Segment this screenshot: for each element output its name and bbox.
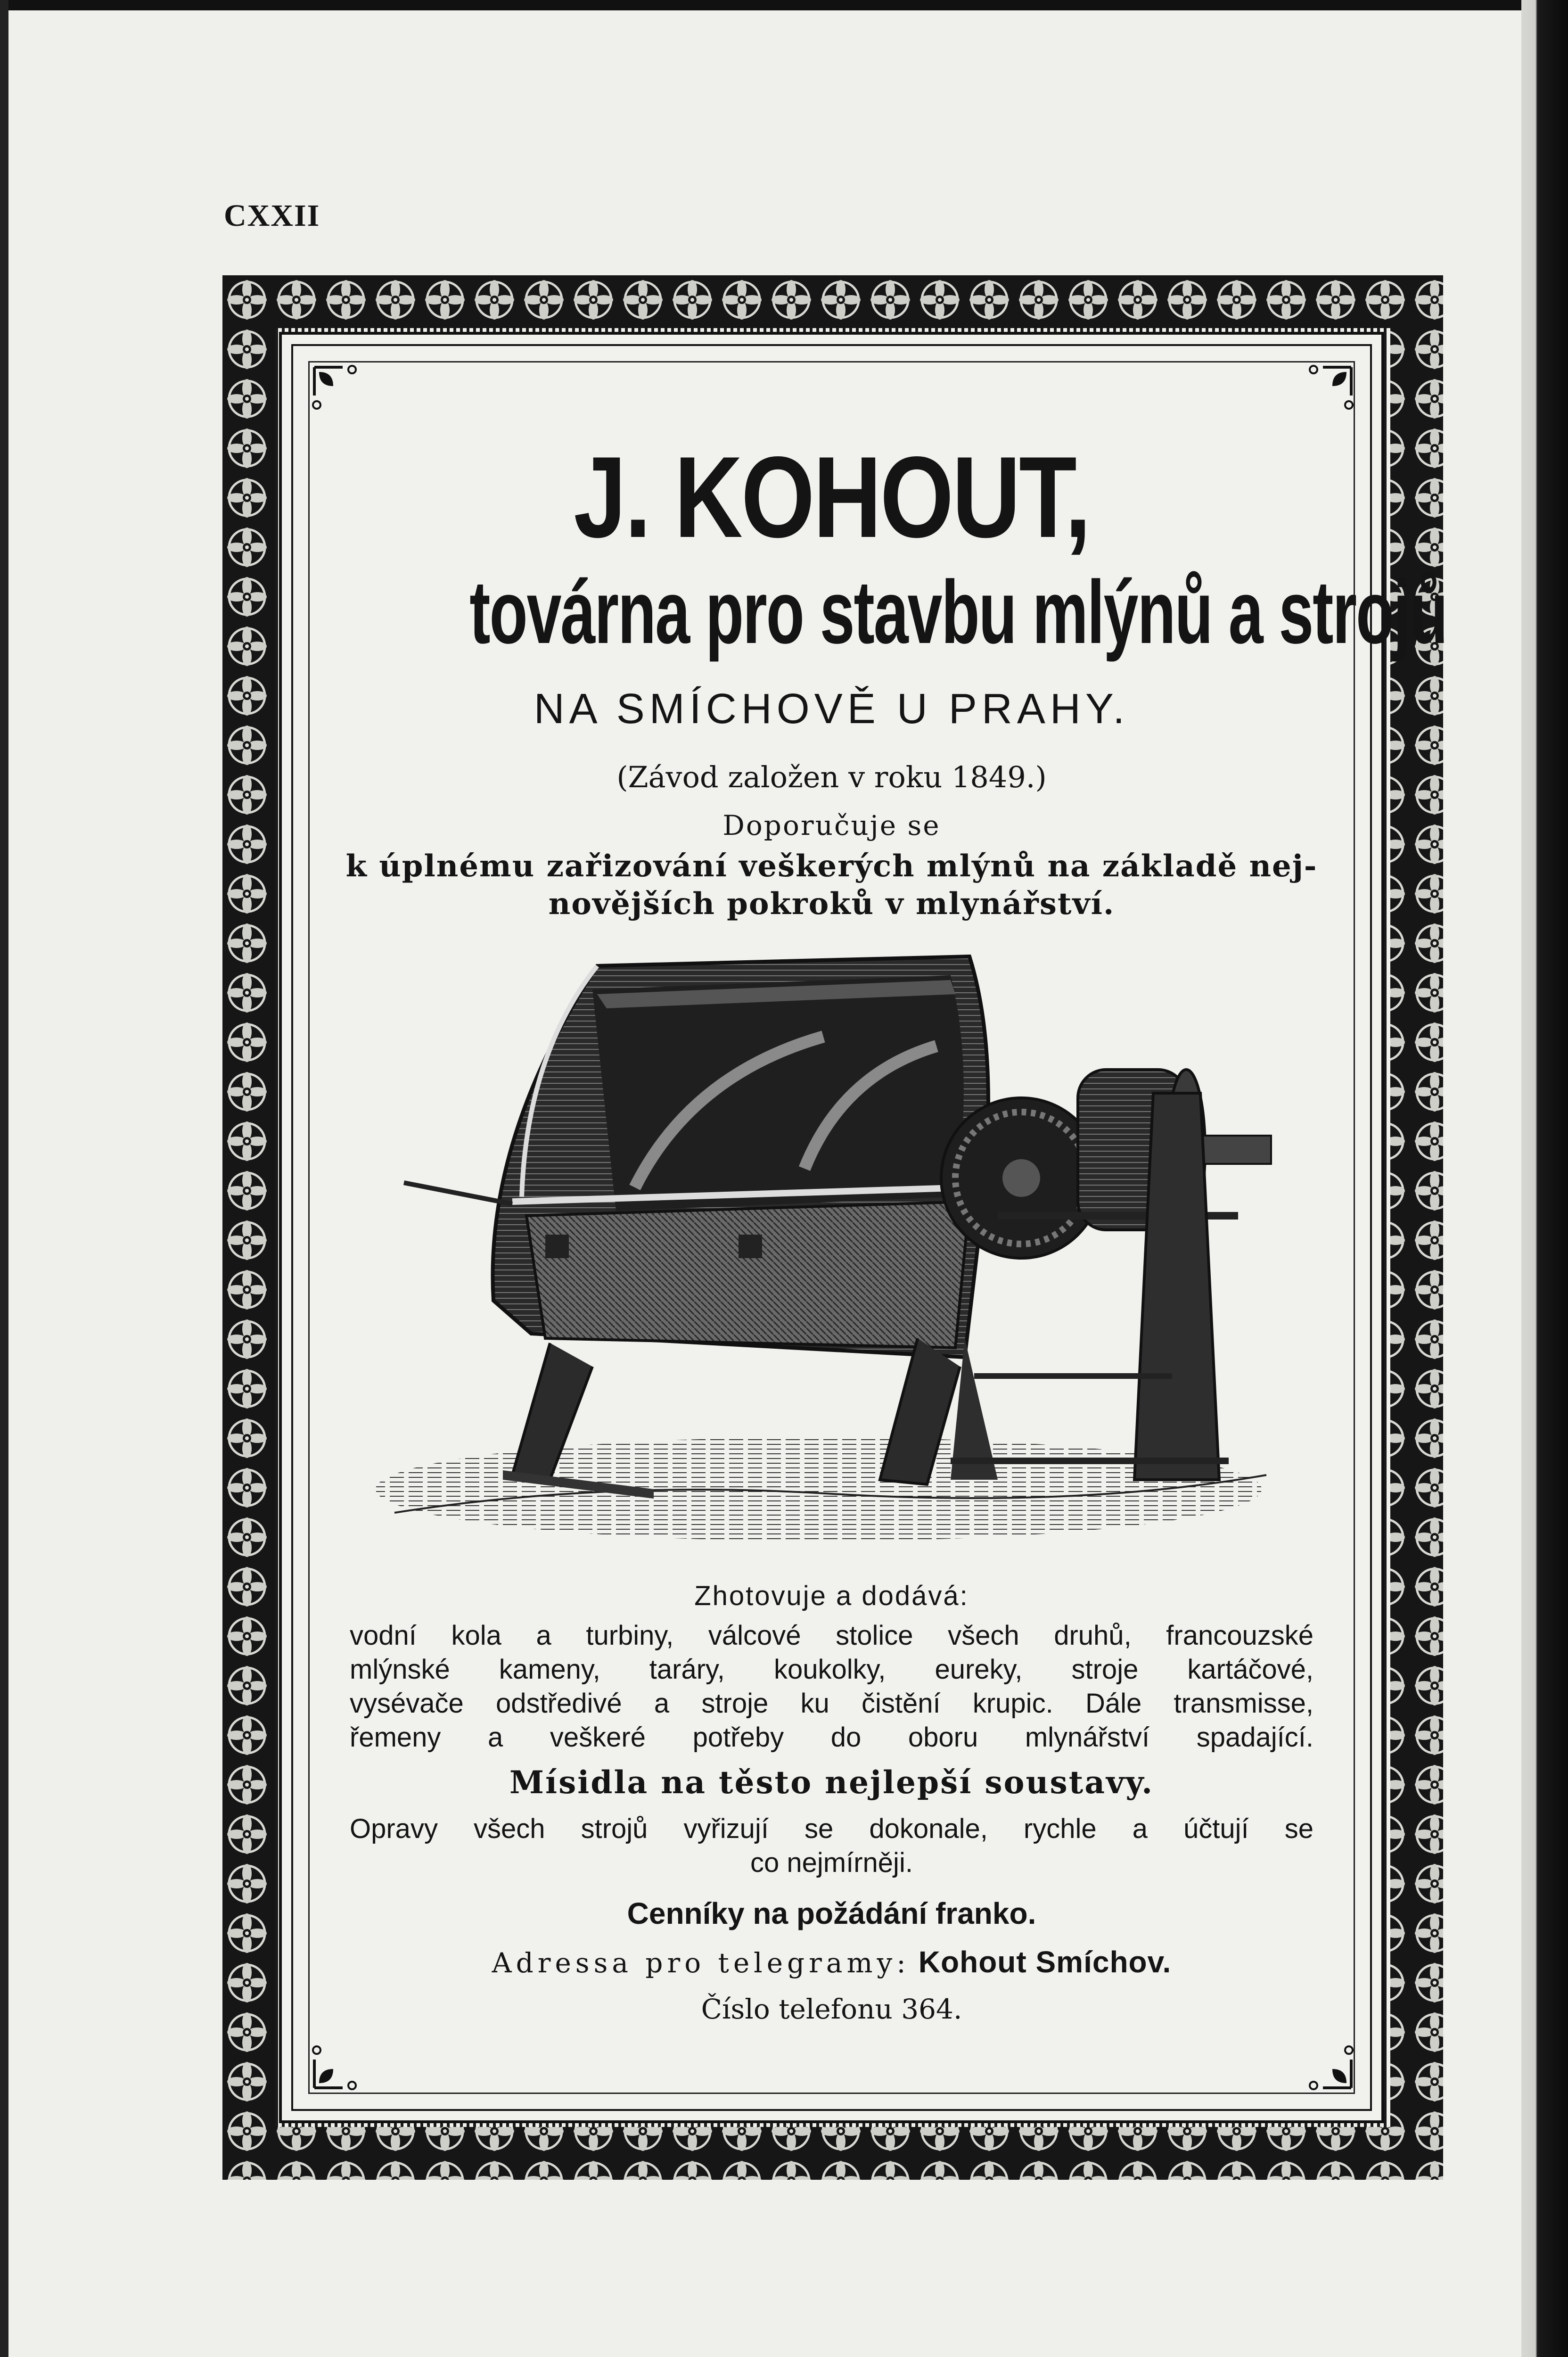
page-number: CXXII [224,198,320,233]
recommend-lead: Doporučuje se [722,809,941,841]
ornamental-frame [222,275,1447,2180]
company-description: továrna pro stavbu mlýnů a strojů [469,562,1447,662]
company-name: J. KOHOUT, [574,432,1090,561]
dough-mixer-engraving [371,952,1290,1546]
scan-left-edge [0,0,8,2357]
advertisement [314,367,1447,2088]
supply-line: mlýnské kameny, taráry, koukolky, eureky, stroje kartáčové, [350,1654,1314,1685]
supply-line: vodní kola a turbiny, válcové stolice všech druhů, francouzské [350,1620,1314,1651]
scan-right-edge [1521,0,1568,2357]
founded-note: (Závod založen v roku 1849.) [616,760,1047,794]
supply-line: řemeny a veškeré potřeby do oboru mlynářství spadající. [350,1722,1314,1753]
supply-line: vysévače odstředivé a stroje ku čistění krupic. Dále transmisse, [350,1688,1314,1719]
telegram-value: Kohout Smíchov. [918,1945,1172,1979]
kneader-note: Mísidla na těsto nejlepší soustavy. [509,1764,1154,1801]
scan-top-edge [0,0,1568,10]
telegram-label: Adressa pro telegramy: [492,1947,910,1979]
price-list-note: Cenníky na požádání franko. [627,1896,1036,1930]
recommend-line: novějších pokroků v mlynářství. [548,886,1115,922]
supply-lead: Zhotovuje a dodává: [694,1581,969,1611]
telegram-address [314,1944,1349,1981]
recommend-line: k úplnému zařizování veškerých mlýnů na základě nej- [345,849,1318,884]
location: NA SMÍCHOVĚ U PRAHY. [534,685,1130,733]
repairs-line: co nejmírněji. [750,1847,913,1878]
phone-number: Číslo telefonu 364. [701,1993,962,2025]
repairs-line: Opravy všech strojů vyřizují se dokonale, rychle a účtují se [350,1813,1314,1844]
